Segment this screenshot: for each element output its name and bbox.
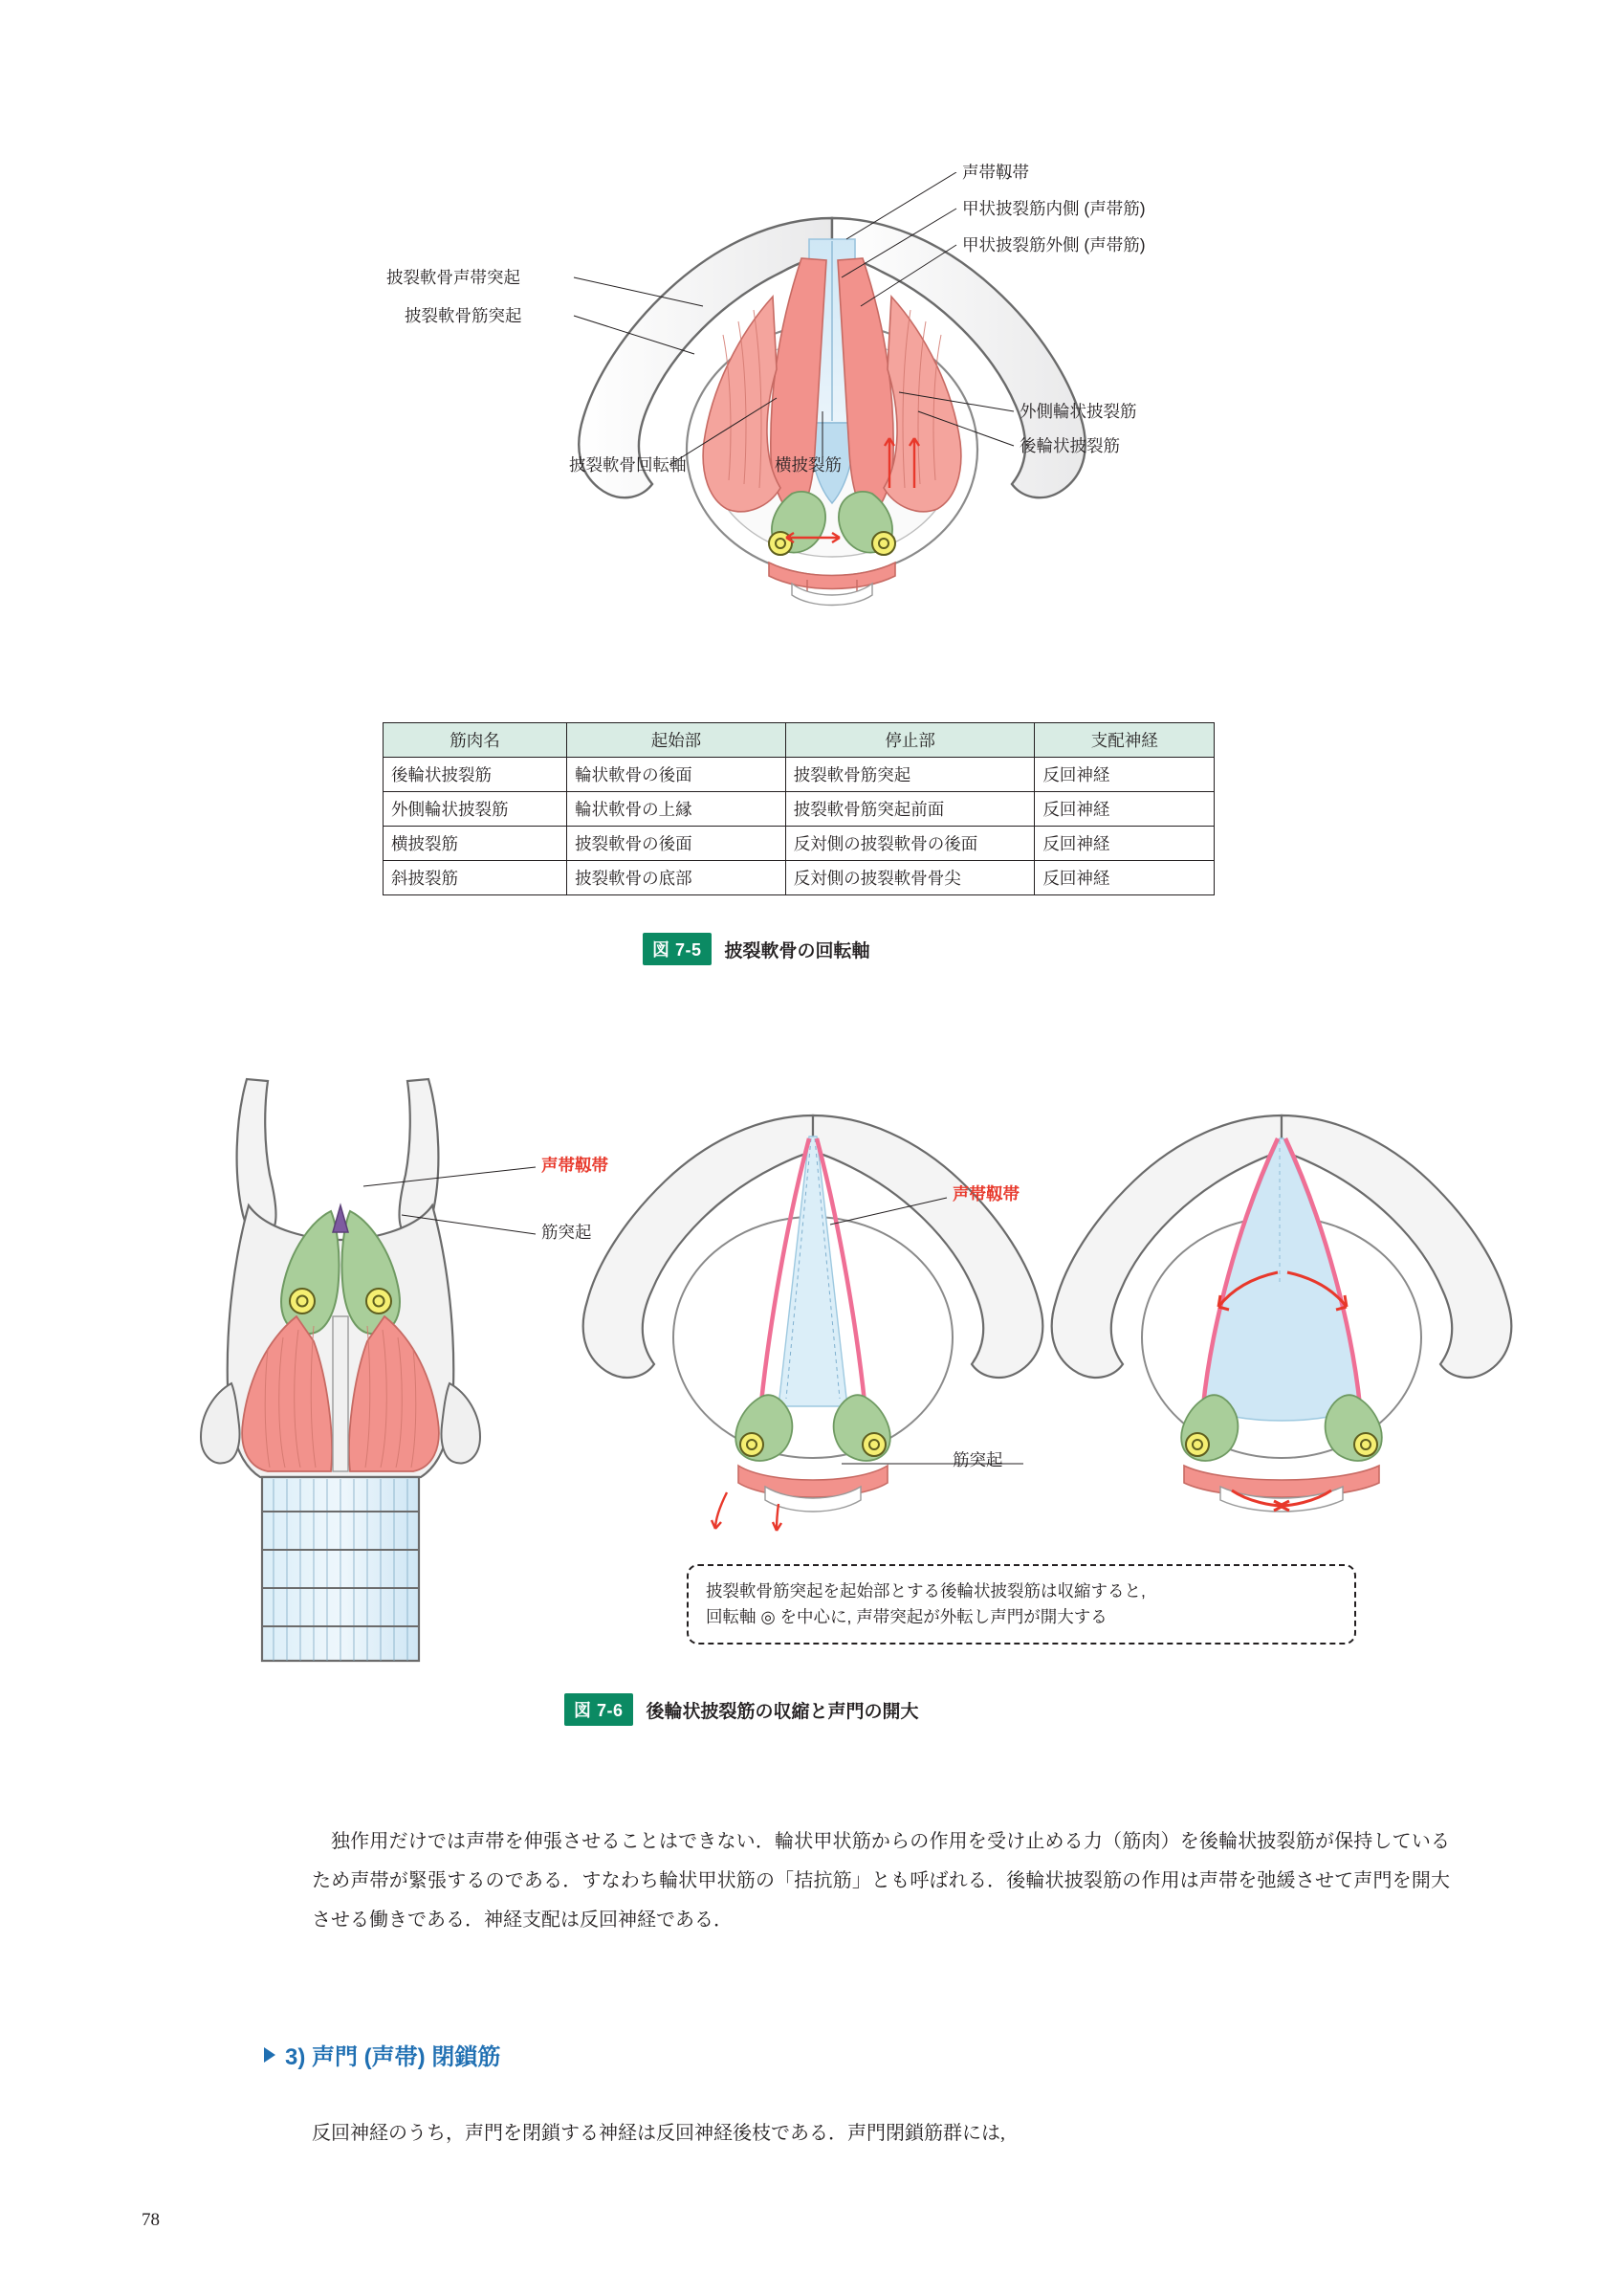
table-cell: 披裂軟骨筋突起前面 [785, 792, 1035, 827]
section-heading-3 [264, 2038, 500, 2071]
table-header-row [384, 723, 1215, 758]
figure-7-6-caption [564, 1693, 919, 1726]
table-row [384, 792, 1215, 827]
figure-7-6 [0, 1081, 1623, 1751]
table-cell: 披裂軟骨の底部 [567, 861, 786, 895]
table-cell: 反対側の披裂軟骨の後面 [785, 827, 1035, 861]
table-row [384, 827, 1215, 861]
triangle-bullet-icon [264, 2047, 275, 2063]
figure-7-5-tag: 図 7-5 [643, 933, 712, 965]
table-cell: 輪状軟骨の上縁 [567, 792, 786, 827]
label-vocal-process: 披裂軟骨声帯突起 [386, 268, 520, 287]
table-cell: 横披裂筋 [384, 827, 567, 861]
body-paragraph-1: 独作用だけでは声帯を伸張させることはできない．輪状甲状筋からの作用を受け止める力（筋肉）を後輪状披裂筋が保持しているため声帯が緊張するのである．すなわち輪状甲状筋の「拮抗筋」とも呼ばれる．後輪状披裂筋の作用は声帯を弛緩させて声門を開大させる働きである．神経支配は反回神経である． [312, 1831, 1450, 1931]
table-row [384, 758, 1215, 792]
table-cell: 反回神経 [1035, 758, 1215, 792]
figure-7-6-tag: 図 7-6 [564, 1693, 633, 1726]
label-vocal-ligament-mid: 声帯靱帯 [953, 1184, 1020, 1203]
table-cell: 後輪状披裂筋 [384, 758, 567, 792]
figure-7-5 [0, 163, 1623, 708]
body-paragraph-1-wrap [312, 1822, 1450, 1940]
figure-7-5-leaders [0, 172, 1623, 708]
figure-7-5-caption [643, 933, 870, 965]
label-thyroarytenoid-inner: 甲状披裂筋内側 (声帯筋) [962, 199, 1146, 218]
label-muscular-process-mid: 筋突起 [953, 1450, 1003, 1469]
note-line-2: 回転軸 ◎ を中心に, 声帯突起が外転し声門が開大する [706, 1607, 1108, 1627]
table-header-cell: 停止部 [785, 723, 1035, 758]
table-header-cell: 起始部 [567, 723, 786, 758]
figure-7-6-caption-text: 後輪状披裂筋の収縮と声門の開大 [646, 1701, 919, 1722]
table-cell: 反対側の披裂軟骨骨尖 [785, 861, 1035, 895]
table-cell: 反回神経 [1035, 861, 1215, 895]
label-muscular-process: 披裂軟骨筋突起 [405, 306, 522, 325]
label-posterior-cricoarytenoid: 後輪状披裂筋 [1020, 436, 1120, 455]
label-muscular-process-left: 筋突起 [541, 1223, 592, 1242]
table-header-cell: 支配神経 [1035, 723, 1215, 758]
label-thyroarytenoid-outer: 甲状披裂筋外側 (声帯筋) [962, 235, 1146, 254]
body-paragraph-2-wrap [312, 2095, 1450, 2173]
table-cell: 反回神経 [1035, 792, 1215, 827]
figure-7-5-caption-text: 披裂軟骨の回転軸 [724, 940, 870, 961]
section-heading-text: 3) 声門 (声帯) 閉鎖筋 [285, 2044, 501, 2070]
table-cell: 斜披裂筋 [384, 861, 567, 895]
note-line-1: 披裂軟骨筋突起を起始部とする後輪状披裂筋は収縮すると, [706, 1581, 1146, 1601]
table-cell: 輪状軟骨の後面 [567, 758, 786, 792]
table-header-cell: 筋肉名 [384, 723, 567, 758]
label-rotation-axis: 披裂軟骨回転軸 [569, 455, 687, 475]
label-transverse-arytenoid: 横披裂筋 [775, 455, 842, 475]
label-vocal-ligament-left: 声帯靱帯 [541, 1156, 608, 1175]
table-cell: 披裂軟骨の後面 [567, 827, 786, 861]
label-lateral-cricoarytenoid: 外側輪状披裂筋 [1020, 402, 1137, 421]
table-cell: 披裂軟骨筋突起 [785, 758, 1035, 792]
table-cell: 外側輪状披裂筋 [384, 792, 567, 827]
muscle-table [383, 722, 1215, 895]
body-paragraph-2: 反回神経のうち，声門を閉鎖する神経は反回神経後枝である．声門閉鎖筋群には, [312, 2123, 1005, 2144]
figure-7-6-note [687, 1564, 1356, 1645]
table-cell: 反回神経 [1035, 827, 1215, 861]
page-number: 78 [142, 2210, 160, 2230]
table-row [384, 861, 1215, 895]
label-vocal-ligament: 声帯靱帯 [962, 163, 1029, 182]
figure-7-6-leaders-right [0, 1081, 1623, 1751]
